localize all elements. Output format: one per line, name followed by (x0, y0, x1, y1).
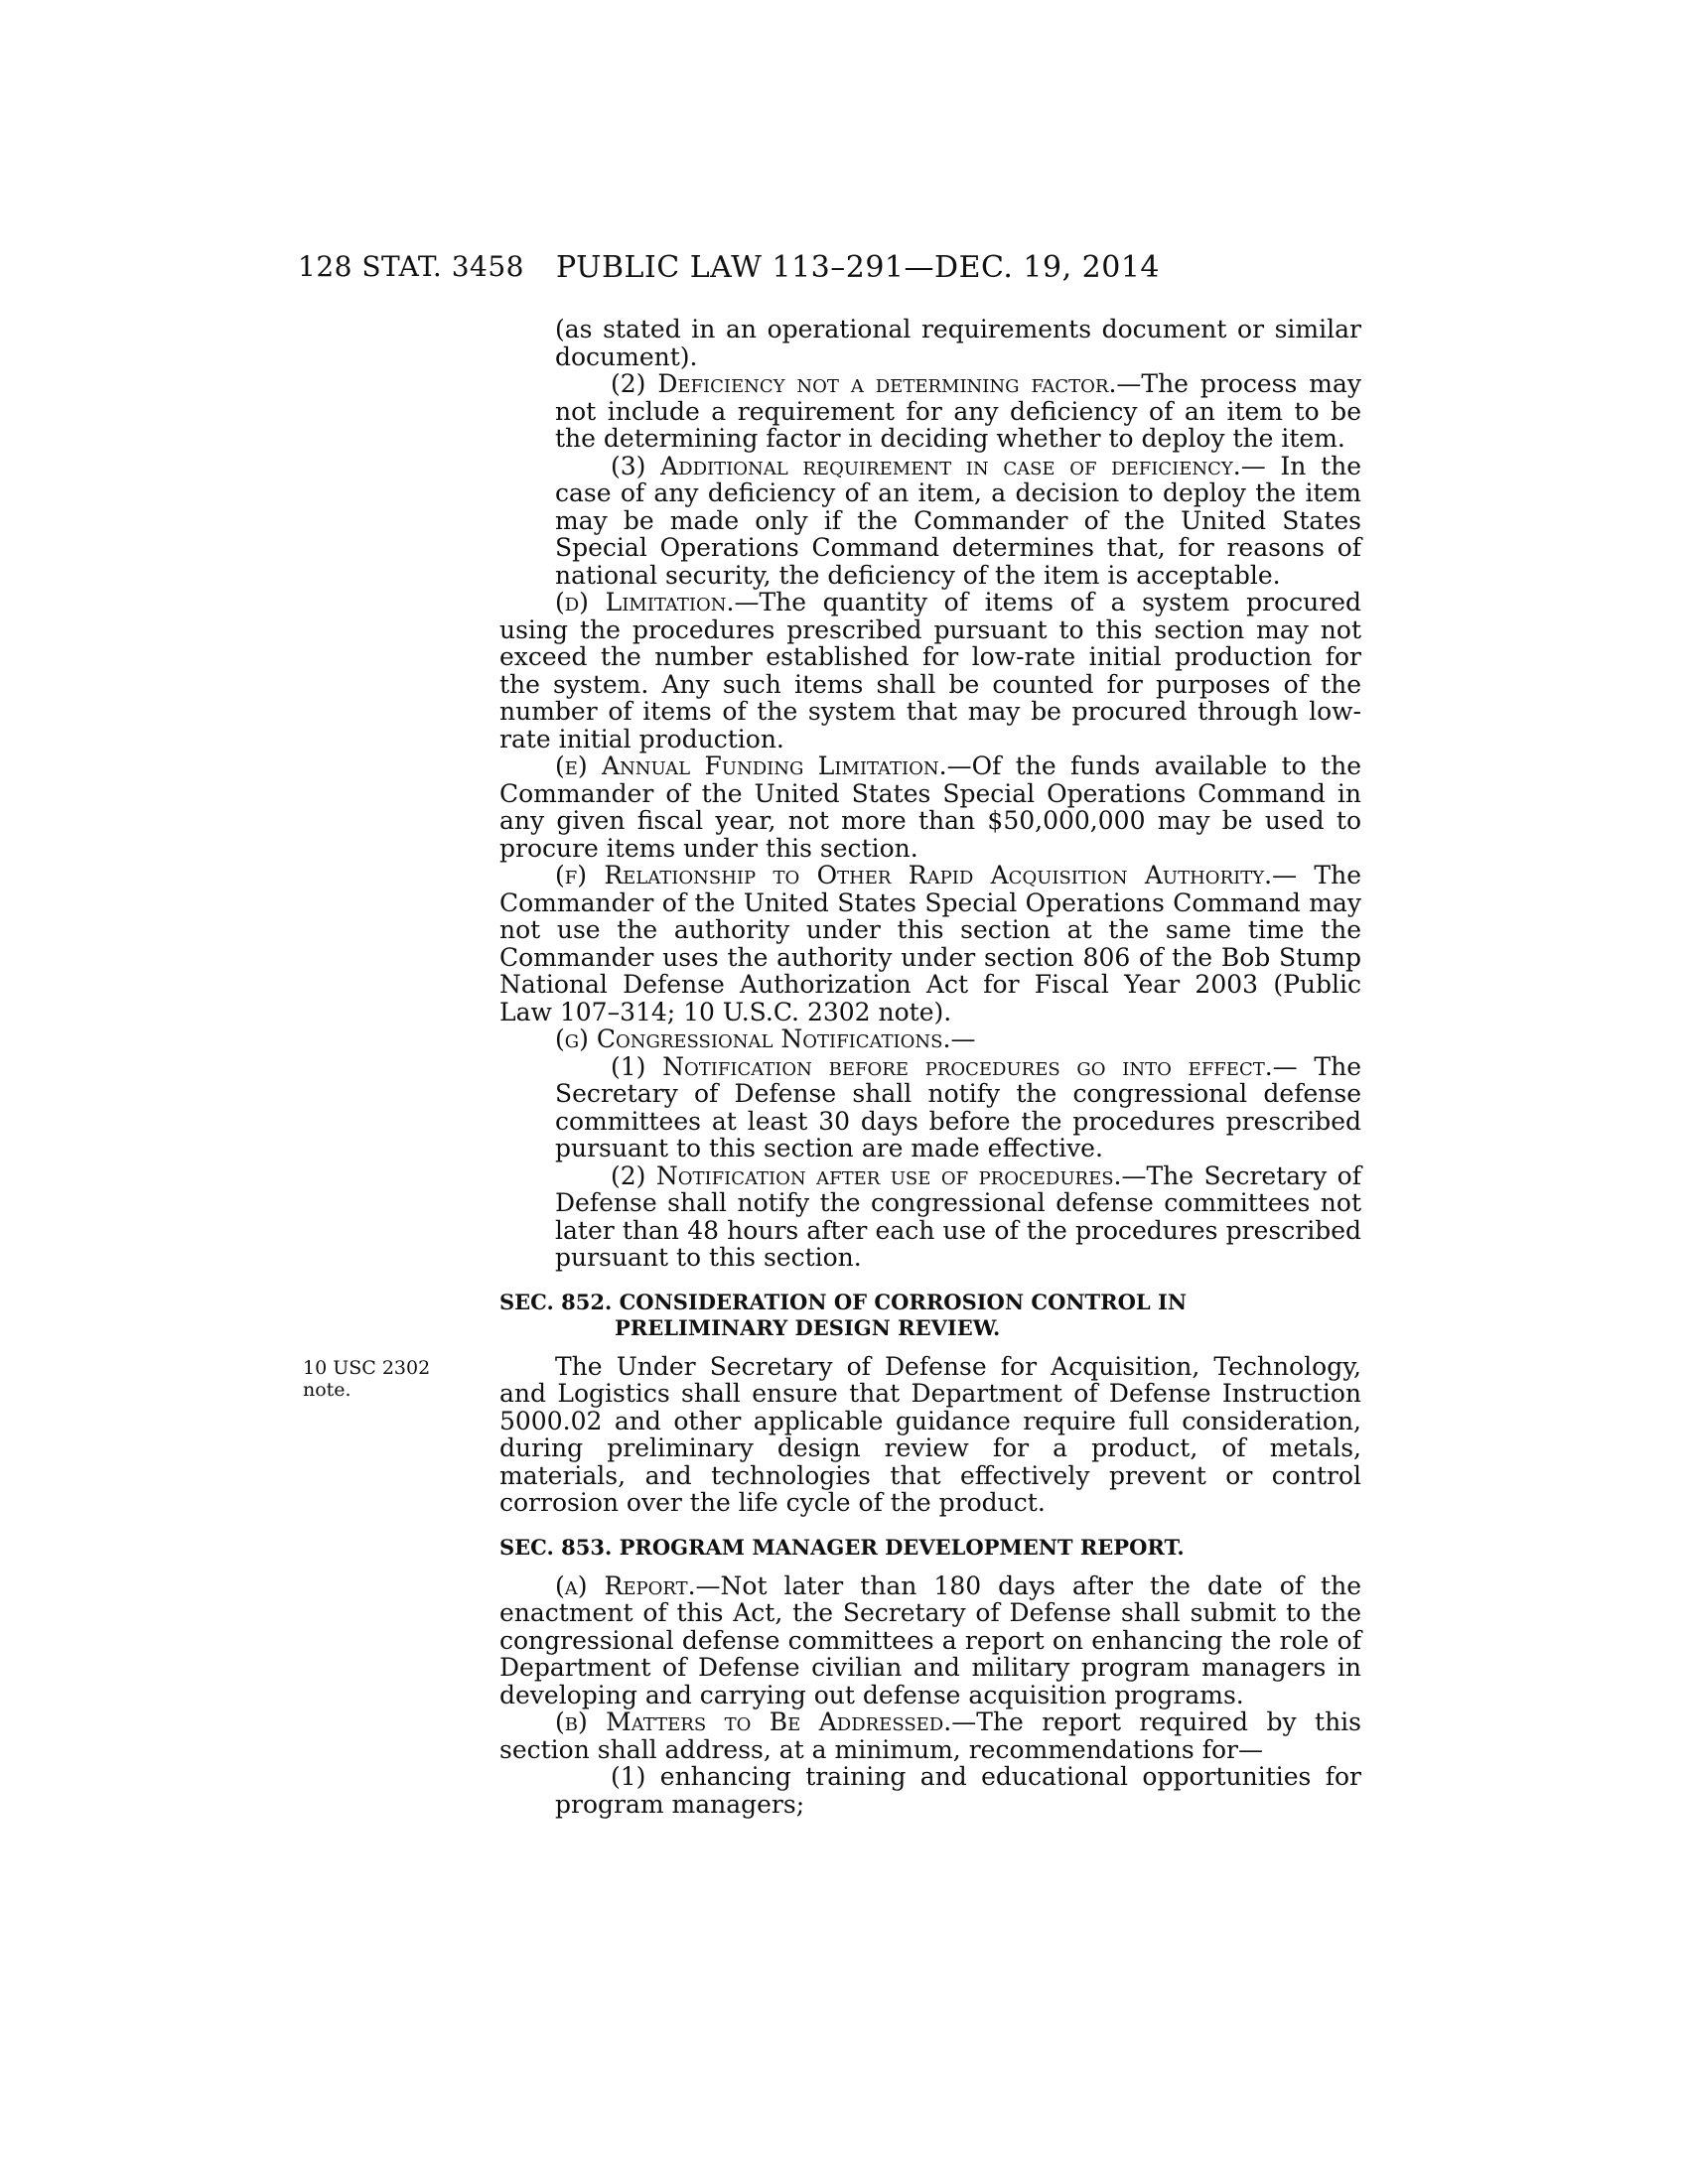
paragraph-853-b1: (1) enhancing training and educational opportunities for program managers; (555, 1762, 1361, 1819)
subsection-heading: (e) Annual Funding Limitation. (555, 751, 947, 780)
page-header (0, 250, 1688, 290)
paragraph-heading: (3) Additional requirement in case of deficiency. (611, 451, 1241, 480)
subsection-heading: (f) Relationship to Other Rapid Acquisition Authority. (555, 861, 1273, 889)
subsection-853-b: (b) Matters to Be Addressed.—The report required by this section shall address, at a minimum, recommendations for— (499, 1707, 1361, 1764)
stat-citation: 128 STAT. 3458 (298, 250, 524, 283)
subsection-853-a: (a) Report.—Not later than 180 days after the date of the enactment of this Act, the Secretary of Defense shall submit to the congressional defense committees a report on enhancing the role of Department of Defense civilian and military program managers in developing and carrying out defense acquisition programs. (499, 1570, 1361, 1709)
paragraph-heading: (2) Notification after use of procedures. (611, 1160, 1122, 1190)
paragraph-c3: (3) Additional requirement in case of deficiency.— In the case of any deficiency of an item, a decision to deploy the item may be made only if the Commander of the United States Special Operations Command determines that, for reasons of national security, the deficiency of the item is acceptable. (555, 451, 1362, 590)
paragraph-heading: (2) Deficiency not a determining factor. (611, 369, 1117, 398)
paragraph-g2: (2) Notification after use of procedures.—The Secretary of Defense shall notify the congressional defense committees not later than 48 hours after each use of the procedures prescribed pursuant to this section. (555, 1160, 1361, 1272)
paragraph-c2: (2) Deficiency not a determining factor.—The process may not include a requirement for any deficiency of an item to be the determining factor in deciding whether to deploy the item. (555, 369, 1361, 453)
section-852-text: The Under Secretary of Defense for Acquisition, Technology, and Logistics shall ensure that Department of Defense Instruction 5000.02 and other applicable guidance require full consideration, during preliminary design review for a product, of metals, materials, and technologies that effectively prevent or control corrosion over the life cycle of the product. (499, 1351, 1361, 1517)
paragraph-c-continued: (as stated in an operational requirements document or similar document). (555, 315, 1361, 371)
paragraph-g1: (1) Notification before procedures go into effect.— The Secretary of Defense shall notify the congressional defense committees at least 30 days before the procedures prescribed pursuant to this section are made effective. (555, 1051, 1361, 1162)
subsection-heading: (g) Congressional Notifications. (555, 1024, 951, 1053)
subsection-g: (g) Congressional Notifications.— (555, 1024, 976, 1053)
subsection-f: (f) Relationship to Other Rapid Acquisition Authority.— The Commander of the United States Special Operations Command may not use the authority under this section at the same time the Commander uses the authority under section 806 of the Bob Stump National Defense Authorization Act for Fiscal Year 2003 (Public Law 107–314; 10 U.S.C. 2302 note). (499, 861, 1361, 1026)
subsection-e: (e) Annual Funding Limitation.—Of the funds available to the Commander of the United States Special Operations Command in any given fiscal year, not more than $50,000,000 may be used to procure items under this section. (499, 751, 1361, 863)
subsection-heading: (b) Matters to Be Addressed. (555, 1707, 952, 1736)
section-852-heading: SEC. 852. CONSIDERATION OF CORROSION CONTROL IN PRELIMINARY DESIGN REVIEW. (499, 1289, 1188, 1340)
subsection-heading: (d) Limitation. (555, 588, 735, 616)
margin-note-line: 10 USC 2302 (303, 1357, 431, 1379)
section-853-heading: SEC. 853. PROGRAM MANAGER DEVELOPMENT REPORT. (499, 1534, 1185, 1560)
statute-body (499, 316, 1361, 1818)
margin-note (303, 1357, 432, 1401)
subsection-heading: (a) Report. (555, 1570, 696, 1600)
paragraph-heading: (1) Notification before procedures go into effect. (611, 1051, 1273, 1081)
law-title: PUBLIC LAW 113–291—DEC. 19, 2014 (556, 250, 1161, 285)
margin-note-line: note. (303, 1379, 352, 1401)
subsection-d: (d) Limitation.—The quantity of items of a system procured using the procedures prescribed pursuant to this section may not exceed the number established for low-rate initial production for the system. Any such items shall be counted for purposes of the number of items of the system that may be procured through low-rate initial production. (499, 588, 1361, 753)
